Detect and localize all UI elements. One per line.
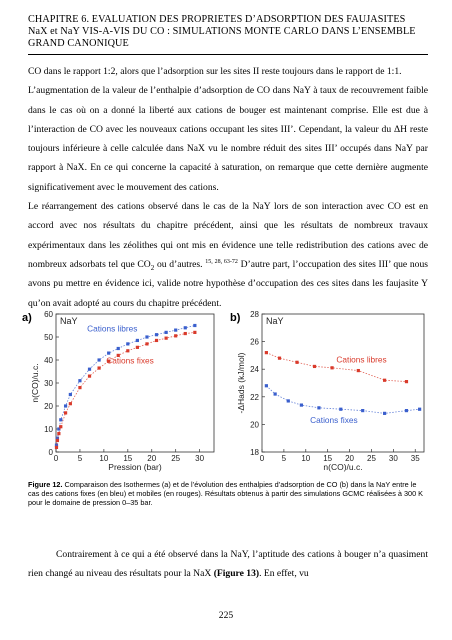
co2-subscript: 2 — [150, 263, 155, 272]
data-point — [57, 432, 60, 435]
page-number: 225 — [218, 610, 234, 621]
data-point — [278, 357, 281, 360]
y-tick-label: 0 — [48, 448, 53, 457]
data-point — [78, 379, 81, 382]
x-tick-label: 20 — [345, 454, 355, 463]
data-point — [56, 439, 59, 442]
y-tick-label: 10 — [44, 425, 53, 434]
x-tick-label: 25 — [367, 454, 376, 463]
data-point — [78, 386, 81, 389]
data-point — [126, 349, 129, 352]
data-point — [265, 384, 268, 387]
header-line-2: NaX et NaY VIS-A-VIS DU CO : SIMULATIONS MONTE CARLO DANS L’ENSEMBLE — [28, 26, 416, 37]
isotherm-chart — [22, 308, 222, 473]
plot-frame — [262, 314, 424, 452]
data-point — [184, 332, 187, 335]
panel-a-label: a) — [22, 312, 32, 324]
paragraph-3 — [28, 197, 428, 313]
figure-panel-a — [22, 308, 222, 478]
data-point — [126, 342, 129, 345]
y-axis-label: n(CO)/u.c. — [30, 363, 40, 403]
data-point — [64, 411, 67, 414]
data-point — [193, 331, 196, 334]
panel-b-label: b) — [230, 312, 241, 324]
data-point — [107, 352, 110, 355]
x-tick-label: 30 — [388, 454, 398, 463]
header-line-1: CHAPITRE 6. EVALUATION DES PROPRIETES D’ADSORPTION DES FAUJASITES — [28, 14, 406, 25]
paragraph-4-text-b: . En effet, vu — [259, 568, 309, 580]
figure-caption — [28, 480, 428, 508]
data-point — [317, 406, 320, 409]
y-tick-label: 26 — [250, 337, 259, 347]
data-point — [97, 358, 100, 361]
reference-superscript: 15, 28, 63-72 — [205, 258, 238, 265]
data-point — [145, 342, 148, 345]
paragraph-4 — [28, 545, 428, 584]
y-tick-label: 20 — [44, 402, 53, 411]
data-point — [136, 339, 139, 342]
data-point — [274, 392, 277, 395]
data-point — [55, 446, 58, 449]
running-header — [28, 14, 428, 50]
figure-13-reference: (Figure 13) — [213, 568, 260, 580]
y-tick-label: 28 — [250, 310, 259, 319]
y-tick-label: 60 — [44, 310, 53, 319]
x-axis-label: Pression (bar) — [108, 462, 162, 472]
data-point — [136, 346, 139, 349]
x-tick-label: 20 — [147, 454, 157, 463]
paragraph-4-text-a: Contrairement à ce qui a été observé dans la NaY, l’aptitude des cations à bouger n’a quasiment rien changé au niveau des résultats pour la NaX — [28, 549, 428, 580]
data-point — [69, 393, 72, 396]
data-point — [59, 425, 62, 428]
data-point — [174, 329, 177, 332]
data-point — [155, 333, 158, 336]
data-point — [165, 331, 168, 334]
data-point — [88, 375, 91, 378]
x-tick-label: 25 — [171, 454, 181, 463]
series-label: Cations fixes — [106, 355, 154, 366]
figure-panel-b — [230, 308, 430, 478]
paragraph-3-text-a: Le réarrangement des cations observé dans le cas de la NaY lors de son interaction avec CO est en accord avec nos résultats du chapitre précédent, ainsi que les résultats de nombreux travaux expérimentaux dans les zéolithes qui ont mis en évidence une telle redistribution des cations avec de nombreux adsorbats tel que CO — [28, 201, 428, 270]
header-rule — [28, 54, 428, 55]
data-point — [59, 418, 62, 421]
data-point — [405, 409, 408, 412]
x-tick-label: 0 — [53, 454, 59, 463]
data-point — [383, 412, 386, 415]
series-label: Cations libres — [336, 354, 387, 365]
data-point — [88, 368, 91, 371]
data-point — [287, 399, 290, 402]
chart-title: NaY — [266, 316, 284, 326]
data-point — [117, 347, 120, 350]
caption-label: Figure 12. — [28, 480, 63, 489]
data-point — [97, 366, 100, 369]
x-tick-label: 15 — [123, 454, 133, 463]
closing-paragraph — [28, 545, 428, 584]
data-point — [165, 337, 168, 340]
x-tick-label: 35 — [410, 454, 420, 463]
data-point — [418, 408, 421, 411]
y-tick-label: 50 — [44, 333, 53, 342]
data-point — [357, 369, 360, 372]
y-tick-label: 24 — [250, 365, 259, 375]
y-tick-label: 18 — [250, 448, 259, 457]
data-point — [383, 379, 386, 382]
data-point — [361, 409, 364, 412]
data-point — [405, 380, 408, 383]
data-point — [295, 361, 298, 364]
x-axis-label: n(CO)/u.c. — [323, 462, 363, 472]
series-label: Cations fixes — [310, 415, 358, 426]
data-point — [313, 365, 316, 368]
paragraph-2: L’augmentation de la valeur de l’enthalpie d’adsorption de CO dans NaY à taux de recouvrement faible dans le cas où on a donné la liberté aux cations de bouger est maintenant comprise. Elle est due à l’interaction de CO avec les nouveaux cations occupant les sites III’. Cependant, la valeur du ΔH reste toujours inférieure à celle calculée dans NaX vu le nombre réduit des sites III’ occupés dans NaY par rapport à NaX. En ce qui concerne la capacité à saturation, on remarque que cette dernière augmente significativement avec le mouvement des cations. — [28, 85, 428, 193]
data-point — [193, 324, 196, 327]
series-label: Cations libres — [87, 323, 138, 334]
data-point — [265, 351, 268, 354]
caption-text: Comparaison des Isothermes (a) et de l’évolution des enthalpies d’adsorption de CO (b) dans la NaY entre le cas des cations fixes (en bleu) et mobiles (en rouges). Résultats obtenus à partir des simulations GCMC réalisées à 300 K pour le domaine de pression 0–35 bar. — [28, 480, 424, 508]
data-point — [330, 366, 333, 369]
data-point — [155, 339, 158, 342]
x-tick-label: 5 — [77, 454, 83, 463]
x-tick-label: 10 — [301, 454, 311, 463]
paragraph-1: CO dans le rapport 1:2, alors que l’adsorption sur les sites II reste toujours dans le rapport de 1:1. — [28, 66, 402, 77]
y-tick-label: 40 — [44, 356, 53, 365]
data-point — [300, 403, 303, 406]
paragraph-3-text-c: D’autre part, l’occupation des sites III’ que nous avons pu mettre en évidence ici, valide notre hypothèse d’occupation des ces sites dans les faujasite Y qu’on avait adopté au cours du chapitre précédent. — [28, 258, 429, 309]
data-point — [184, 326, 187, 329]
enthalpy-chart — [230, 308, 430, 473]
plot-frame — [56, 314, 214, 452]
data-point — [64, 404, 67, 407]
y-tick-label: 22 — [250, 392, 259, 402]
chart-title: NaY — [60, 316, 78, 326]
x-tick-label: 15 — [323, 454, 333, 463]
data-point — [339, 408, 342, 411]
header-line-3: GRAND CANONIQUE — [28, 38, 129, 49]
x-tick-label: 10 — [99, 454, 109, 463]
data-point — [69, 402, 72, 405]
data-point — [174, 334, 177, 337]
body-text — [28, 62, 428, 313]
x-tick-label: 0 — [259, 454, 265, 463]
data-point — [145, 335, 148, 338]
x-tick-label: 30 — [195, 454, 205, 463]
y-axis-label: -ΔHads (kJ/mol) — [236, 352, 246, 414]
x-tick-label: 5 — [281, 454, 287, 463]
y-tick-label: 20 — [250, 420, 259, 430]
paragraph-3-text-b: ou d’autres. — [154, 258, 206, 270]
y-tick-label: 30 — [44, 379, 53, 388]
